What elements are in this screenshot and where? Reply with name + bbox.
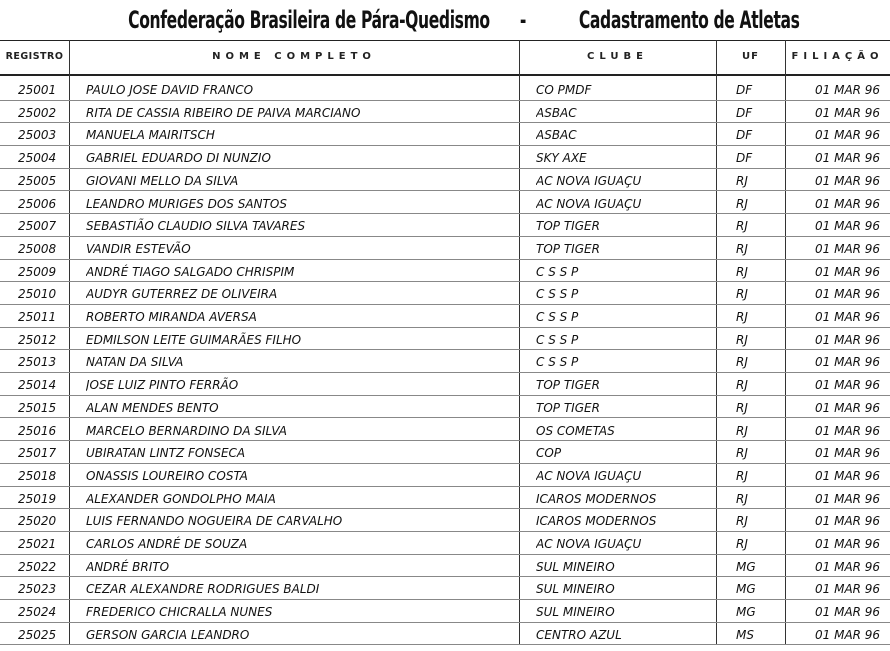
- clube-cell: C S S P: [536, 264, 579, 279]
- table-row: [0, 214, 890, 237]
- uf-cell: RJ: [736, 446, 748, 461]
- filiacao-cell: 01 MAR 96: [815, 105, 881, 120]
- registro-cell: 25009: [18, 264, 57, 279]
- clube-cell: AC NOVA IGUAÇU: [536, 468, 642, 483]
- filiacao-cell: 01 MAR 96: [815, 446, 881, 461]
- uf-cell: RJ: [736, 332, 748, 347]
- table-row: [0, 509, 890, 532]
- filiacao-cell: 01 MAR 96: [815, 423, 881, 438]
- clube-cell: ASBAC: [536, 128, 577, 143]
- uf-cell: RJ: [736, 196, 748, 211]
- nome-cell: ALEXANDER GONDOLPHO MAIA: [86, 491, 276, 506]
- uf-cell: RJ: [736, 400, 748, 415]
- nome-cell: MANUELA MAIRITSCH: [86, 128, 215, 143]
- clube-cell: TOP TIGER: [536, 400, 600, 415]
- nome-cell: NATAN DA SILVA: [86, 355, 184, 370]
- table-row: [0, 123, 890, 146]
- column-header-registro: REGISTRO: [5, 51, 64, 62]
- uf-cell: RJ: [736, 468, 748, 483]
- filiacao-cell: 01 MAR 96: [815, 355, 881, 370]
- uf-cell: RJ: [736, 491, 748, 506]
- nome-cell: ANDRÉ TIAGO SALGADO CHRISPIM: [86, 264, 295, 279]
- filiacao-cell: 01 MAR 96: [815, 173, 881, 188]
- clube-cell: SKY AXE: [536, 151, 587, 166]
- nome-cell: ANDRÉ BRITO: [86, 559, 170, 574]
- clube-cell: C S S P: [536, 332, 579, 347]
- table-row: [0, 441, 890, 464]
- clube-cell: CENTRO AZUL: [536, 627, 622, 642]
- nome-cell: CEZAR ALEXANDRE RODRIGUES BALDI: [86, 582, 320, 597]
- registro-cell: 25010: [18, 287, 57, 302]
- nome-cell: FREDERICO CHICRALLA NUNES: [86, 605, 273, 620]
- table-row: [0, 328, 890, 351]
- uf-cell: DF: [736, 83, 753, 97]
- filiacao-cell: 01 MAR 96: [815, 582, 881, 597]
- document-title: [0, 0, 800, 40]
- clube-cell: TOP TIGER: [536, 219, 600, 234]
- uf-cell: RJ: [736, 241, 748, 256]
- registro-cell: 25003: [18, 128, 57, 143]
- nome-cell: ROBERTO MIRANDA AVERSA: [86, 310, 257, 324]
- uf-cell: RJ: [736, 355, 748, 370]
- filiacao-cell: 01 MAR 96: [815, 514, 881, 529]
- column-header-nome: NOME COMPLETO: [212, 51, 376, 62]
- registro-cell: 25019: [18, 491, 57, 506]
- registro-cell: 25014: [18, 378, 57, 393]
- filiacao-cell: 01 MAR 96: [815, 128, 881, 143]
- table-row: [0, 487, 890, 510]
- uf-cell: RJ: [736, 287, 748, 302]
- registro-cell: 25008: [18, 241, 57, 256]
- clube-cell: AC NOVA IGUAÇU: [536, 173, 642, 188]
- uf-cell: DF: [736, 105, 753, 120]
- table-row: [0, 146, 890, 169]
- title-dash: -: [519, 6, 526, 34]
- registro-cell: 25011: [18, 310, 57, 324]
- clube-cell: OS COMETAS: [536, 423, 615, 438]
- uf-cell: DF: [736, 128, 753, 143]
- registro-cell: 25016: [18, 423, 57, 438]
- uf-cell: RJ: [736, 310, 748, 324]
- filiacao-cell: 01 MAR 96: [815, 627, 881, 642]
- table-row: [0, 237, 890, 260]
- clube-cell: C S S P: [536, 310, 579, 324]
- uf-cell: RJ: [736, 423, 748, 438]
- table-row: [0, 577, 890, 600]
- filiacao-cell: 01 MAR 96: [815, 332, 881, 347]
- table-row: [0, 600, 890, 623]
- registro-cell: 25002: [18, 105, 57, 120]
- table-row: [0, 532, 890, 555]
- nome-cell: RITA DE CASSIA RIBEIRO DE PAIVA MARCIANO: [86, 105, 361, 120]
- table-row: [0, 78, 890, 101]
- nome-cell: UBIRATAN LINTZ FONSECA: [86, 446, 246, 461]
- uf-cell: RJ: [736, 378, 748, 393]
- uf-cell: RJ: [736, 264, 748, 279]
- table-row: [0, 192, 890, 215]
- filiacao-cell: 01 MAR 96: [815, 151, 881, 166]
- uf-cell: MG: [736, 582, 756, 597]
- clube-cell: C S S P: [536, 355, 579, 370]
- filiacao-cell: 01 MAR 96: [815, 400, 881, 415]
- uf-cell: MG: [736, 559, 756, 574]
- filiacao-cell: 01 MAR 96: [815, 264, 881, 279]
- table-row: [0, 464, 890, 487]
- clube-cell: CO PMDF: [536, 83, 592, 97]
- filiacao-cell: 01 MAR 96: [815, 468, 881, 483]
- table-row: [0, 282, 890, 305]
- column-header-clube: CLUBE: [587, 51, 648, 62]
- clube-cell: AC NOVA IGUAÇU: [536, 537, 642, 551]
- uf-cell: MS: [736, 627, 754, 642]
- clube-cell: C S S P: [536, 287, 579, 302]
- filiacao-cell: 01 MAR 96: [815, 310, 881, 324]
- nome-cell: SEBASTIÃO CLAUDIO SILVA TAVARES: [86, 219, 306, 234]
- uf-cell: RJ: [736, 219, 748, 234]
- filiacao-cell: 01 MAR 96: [815, 559, 881, 574]
- filiacao-cell: 01 MAR 96: [815, 241, 881, 256]
- table-row: [0, 623, 890, 646]
- nome-cell: GIOVANI MELLO DA SILVA: [86, 173, 239, 188]
- nome-cell: MARCELO BERNARDINO DA SILVA: [86, 423, 287, 438]
- clube-cell: AC NOVA IGUAÇU: [536, 196, 642, 211]
- uf-cell: RJ: [736, 173, 748, 188]
- clube-cell: SUL MINEIRO: [536, 582, 615, 597]
- registro-cell: 25021: [18, 537, 57, 551]
- table-row: [0, 169, 890, 192]
- clube-cell: COP: [536, 446, 562, 461]
- clube-cell: ICAROS MODERNOS: [536, 514, 657, 529]
- nome-cell: CARLOS ANDRÉ DE SOUZA: [86, 537, 248, 551]
- table-row: [0, 260, 890, 283]
- filiacao-cell: 01 MAR 96: [815, 83, 881, 97]
- registro-cell: 25017: [18, 446, 57, 461]
- uf-cell: RJ: [736, 537, 748, 551]
- registro-cell: 25001: [18, 83, 57, 97]
- filiacao-cell: 01 MAR 96: [815, 219, 881, 234]
- filiacao-cell: 01 MAR 96: [815, 537, 881, 551]
- row-rule: [0, 644, 890, 645]
- nome-cell: PAULO JOSE DAVID FRANCO: [86, 83, 254, 97]
- registro-cell: 25023: [18, 582, 57, 597]
- column-header-filiacao: FILIAÇÃO: [791, 51, 884, 62]
- registro-cell: 25018: [18, 468, 57, 483]
- nome-cell: GERSON GARCIA LEANDRO: [86, 627, 250, 642]
- registro-cell: 25022: [18, 559, 57, 574]
- table-row: [0, 373, 890, 396]
- title-organization: Confederação Brasileira de Pára-Quedismo: [128, 6, 490, 34]
- table-row: [0, 350, 890, 373]
- filiacao-cell: 01 MAR 96: [815, 196, 881, 211]
- filiacao-cell: 01 MAR 96: [815, 491, 881, 506]
- clube-cell: ICAROS MODERNOS: [536, 491, 657, 506]
- clube-cell: TOP TIGER: [536, 378, 600, 393]
- header-bottom-rule: [0, 74, 890, 76]
- uf-cell: RJ: [736, 514, 748, 529]
- nome-cell: LUIS FERNANDO NOGUEIRA DE CARVALHO: [86, 514, 343, 529]
- nome-cell: JOSE LUIZ PINTO FERRÃO: [86, 378, 239, 393]
- filiacao-cell: 01 MAR 96: [815, 605, 881, 620]
- registro-cell: 25020: [18, 514, 57, 529]
- registro-cell: 25004: [18, 151, 57, 166]
- clube-cell: SUL MINEIRO: [536, 559, 615, 574]
- nome-cell: ONASSIS LOUREIRO COSTA: [86, 468, 248, 483]
- nome-cell: ALAN MENDES BENTO: [86, 400, 219, 415]
- nome-cell: GABRIEL EDUARDO DI NUNZIO: [86, 151, 271, 166]
- uf-cell: DF: [736, 151, 753, 166]
- nome-cell: AUDYR GUTERREZ DE OLIVEIRA: [86, 287, 278, 302]
- registro-cell: 25007: [18, 219, 57, 234]
- registro-cell: 25012: [18, 332, 57, 347]
- registro-cell: 25006: [18, 196, 57, 211]
- column-header-uf: UF: [742, 51, 759, 62]
- table-row: [0, 305, 890, 328]
- uf-cell: MG: [736, 605, 756, 620]
- registro-cell: 25024: [18, 605, 57, 620]
- clube-cell: TOP TIGER: [536, 241, 600, 256]
- table-row: [0, 419, 890, 442]
- registro-cell: 25005: [18, 173, 57, 188]
- nome-cell: VANDIR ESTEVÃO: [86, 241, 191, 256]
- registro-cell: 25015: [18, 400, 57, 415]
- registro-cell: 25025: [18, 627, 57, 642]
- table-row: [0, 396, 890, 419]
- title-subject: Cadastramento de Atletas: [578, 6, 800, 34]
- clube-cell: SUL MINEIRO: [536, 605, 615, 620]
- clube-cell: ASBAC: [536, 105, 577, 120]
- nome-cell: EDMILSON LEITE GUIMARÃES FILHO: [86, 332, 302, 347]
- table-row: [0, 101, 890, 124]
- filiacao-cell: 01 MAR 96: [815, 378, 881, 393]
- registro-cell: 25013: [18, 355, 57, 370]
- table-row: [0, 555, 890, 578]
- filiacao-cell: 01 MAR 96: [815, 287, 881, 302]
- nome-cell: LEANDRO MURIGES DOS SANTOS: [86, 196, 287, 211]
